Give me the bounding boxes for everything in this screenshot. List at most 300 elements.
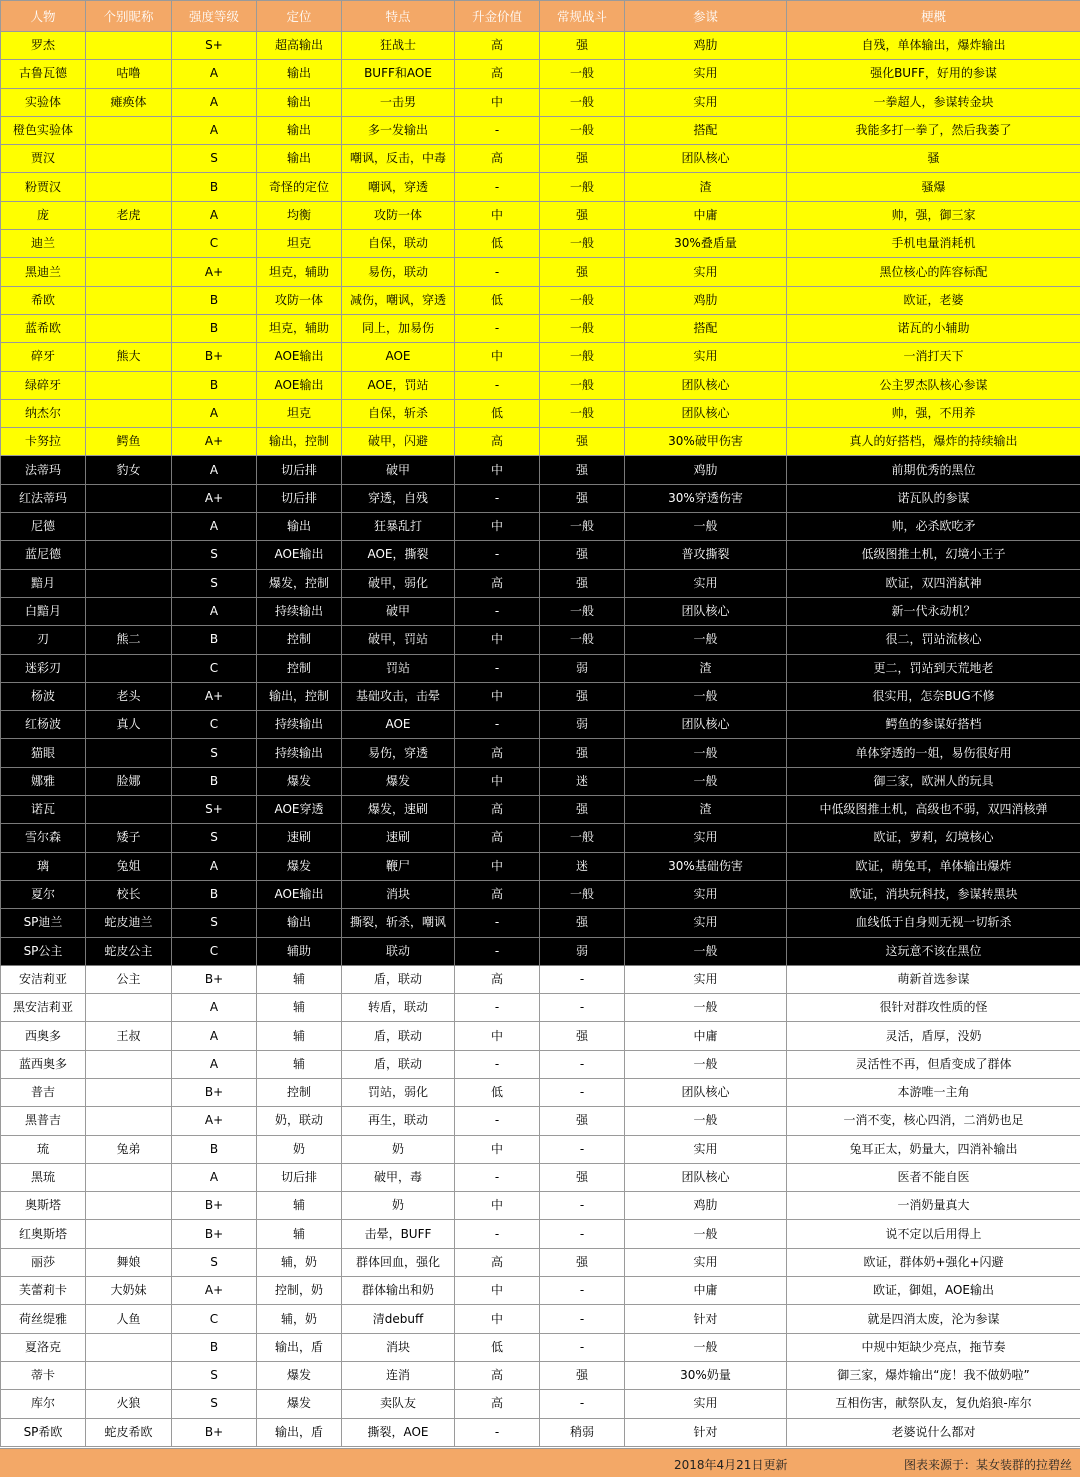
cell-normal-battle: -	[540, 1192, 625, 1220]
cell-traits: 卖队友	[342, 1390, 455, 1418]
cell-normal-battle: -	[540, 1050, 625, 1078]
cell-tier: A	[172, 88, 257, 116]
cell-character-name: 粉贾汉	[1, 173, 86, 201]
cell-summary: 中规中矩缺少亮点，拖节奏	[787, 1333, 1080, 1361]
cell-normal-battle: 强	[540, 484, 625, 512]
cell-upgrade-value: 高	[455, 796, 540, 824]
cell-tier: A+	[172, 428, 257, 456]
table-row	[1, 116, 1080, 144]
table-row	[1, 852, 1080, 880]
cell-role: 辅	[257, 994, 342, 1022]
cell-character-name: 黑琉	[1, 1163, 86, 1191]
cell-tier: S	[172, 1361, 257, 1389]
cell-summary: 帅，强，不用养	[787, 399, 1080, 427]
cell-tier: A+	[172, 682, 257, 710]
cell-nickname: 脸娜	[86, 767, 172, 795]
cell-nickname	[86, 314, 172, 342]
cell-staff: 一般	[625, 1050, 787, 1078]
table-row	[1, 1192, 1080, 1220]
cell-role: 爆发	[257, 767, 342, 795]
cell-summary: 一消打天下	[787, 343, 1080, 371]
cell-upgrade-value: 低	[455, 1333, 540, 1361]
cell-traits: 群体输出和奶	[342, 1277, 455, 1305]
cell-traits: 击晕，BUFF	[342, 1220, 455, 1248]
cell-staff: 实用	[625, 880, 787, 908]
cell-normal-battle: 一般	[540, 513, 625, 541]
cell-tier: A	[172, 60, 257, 88]
cell-character-name: 雪尔森	[1, 824, 86, 852]
cell-normal-battle: 一般	[540, 116, 625, 144]
cell-traits: 爆发	[342, 767, 455, 795]
cell-role: AOE穿透	[257, 796, 342, 824]
cell-nickname: 鳄鱼	[86, 428, 172, 456]
cell-traits: AOE	[342, 343, 455, 371]
cell-role: 持续输出	[257, 711, 342, 739]
cell-normal-battle: 强	[540, 456, 625, 484]
cell-staff: 30%穿透伤害	[625, 484, 787, 512]
table-row	[1, 399, 1080, 427]
cell-tier: B+	[172, 1418, 257, 1446]
header-staff: 参谋	[625, 1, 787, 32]
header-nickname: 个别昵称	[86, 1, 172, 32]
cell-staff: 30%破甲伤害	[625, 428, 787, 456]
cell-staff: 一般	[625, 626, 787, 654]
cell-nickname	[86, 739, 172, 767]
table-row	[1, 1305, 1080, 1333]
cell-role: 控制，奶	[257, 1277, 342, 1305]
cell-summary: 灵活，盾厚，没奶	[787, 1022, 1080, 1050]
cell-tier: B	[172, 626, 257, 654]
cell-staff: 一般	[625, 739, 787, 767]
cell-upgrade-value: 高	[455, 824, 540, 852]
table-row	[1, 314, 1080, 342]
cell-role: 输出，盾	[257, 1333, 342, 1361]
cell-staff: 鸡肋	[625, 32, 787, 60]
cell-nickname: 熊大	[86, 343, 172, 371]
cell-upgrade-value: -	[455, 116, 540, 144]
cell-character-name: 普吉	[1, 1078, 86, 1106]
cell-tier: A	[172, 1050, 257, 1078]
cell-normal-battle: -	[540, 965, 625, 993]
table-row	[1, 880, 1080, 908]
cell-tier: S	[172, 541, 257, 569]
cell-role: 输出	[257, 513, 342, 541]
cell-traits: 狂战士	[342, 32, 455, 60]
cell-nickname	[86, 994, 172, 1022]
cell-character-name: 黑普吉	[1, 1107, 86, 1135]
cell-normal-battle: 强	[540, 145, 625, 173]
cell-staff: 中庸	[625, 201, 787, 229]
table-row	[1, 597, 1080, 625]
cell-traits: 多一发输出	[342, 116, 455, 144]
cell-traits: 一击男	[342, 88, 455, 116]
cell-traits: 盾，联动	[342, 1022, 455, 1050]
cell-tier: S	[172, 739, 257, 767]
cell-tier: A+	[172, 1277, 257, 1305]
cell-nickname: 豹女	[86, 456, 172, 484]
cell-role: 输出	[257, 116, 342, 144]
cell-upgrade-value: 高	[455, 880, 540, 908]
cell-tier: A+	[172, 1107, 257, 1135]
cell-upgrade-value: 中	[455, 1305, 540, 1333]
cell-normal-battle: 强	[540, 541, 625, 569]
cell-traits: 狂暴乱打	[342, 513, 455, 541]
cell-role: AOE输出	[257, 343, 342, 371]
cell-character-name: 蓝尼德	[1, 541, 86, 569]
cell-summary: 互相伤害，献祭队友，复仇焰狼-库尔	[787, 1390, 1080, 1418]
cell-staff: 团队核心	[625, 1078, 787, 1106]
table-row	[1, 796, 1080, 824]
table-row	[1, 456, 1080, 484]
cell-nickname: 矮子	[86, 824, 172, 852]
cell-staff: 中庸	[625, 1022, 787, 1050]
cell-tier: A	[172, 994, 257, 1022]
cell-upgrade-value: -	[455, 994, 540, 1022]
cell-nickname	[86, 1361, 172, 1389]
cell-summary: 帅，必杀欧吃矛	[787, 513, 1080, 541]
cell-summary: 中低级图推土机，高级也不弱，双四消核弹	[787, 796, 1080, 824]
cell-character-name: SP希欧	[1, 1418, 86, 1446]
cell-staff: 团队核心	[625, 597, 787, 625]
cell-upgrade-value: 高	[455, 428, 540, 456]
cell-upgrade-value: 高	[455, 739, 540, 767]
cell-nickname: 蛇皮希欧	[86, 1418, 172, 1446]
cell-character-name: 黑迪兰	[1, 258, 86, 286]
cell-staff: 团队核心	[625, 711, 787, 739]
cell-tier: S	[172, 569, 257, 597]
cell-normal-battle: 一般	[540, 173, 625, 201]
cell-traits: 破甲，罚站	[342, 626, 455, 654]
cell-character-name: 杨波	[1, 682, 86, 710]
cell-staff: 30%叠盾量	[625, 230, 787, 258]
cell-role: 输出，控制	[257, 428, 342, 456]
cell-character-name: 丽莎	[1, 1248, 86, 1276]
cell-tier: S	[172, 909, 257, 937]
table-row	[1, 541, 1080, 569]
cell-tier: B	[172, 1135, 257, 1163]
cell-staff: 一般	[625, 1220, 787, 1248]
cell-nickname	[86, 286, 172, 314]
cell-traits: 撕裂，斩杀，嘲讽	[342, 909, 455, 937]
cell-role: 输出	[257, 88, 342, 116]
table-row	[1, 1135, 1080, 1163]
cell-traits: AOE，撕裂	[342, 541, 455, 569]
cell-summary: 一消不变，核心四消，二消奶也足	[787, 1107, 1080, 1135]
cell-summary: 欧证，老婆	[787, 286, 1080, 314]
table-row	[1, 258, 1080, 286]
cell-upgrade-value: 高	[455, 965, 540, 993]
cell-traits: 爆发，速刷	[342, 796, 455, 824]
header-role: 定位	[257, 1, 342, 32]
cell-character-name: 卡努拉	[1, 428, 86, 456]
table-row	[1, 1361, 1080, 1389]
cell-character-name: 黑安洁莉亚	[1, 994, 86, 1022]
cell-character-name: 刃	[1, 626, 86, 654]
cell-normal-battle: -	[540, 994, 625, 1022]
cell-summary: 灵活性不再，但盾变成了群体	[787, 1050, 1080, 1078]
table-row	[1, 230, 1080, 258]
cell-normal-battle: 强	[540, 1022, 625, 1050]
cell-character-name: 尼德	[1, 513, 86, 541]
cell-tier: C	[172, 1305, 257, 1333]
cell-role: 输出	[257, 145, 342, 173]
cell-staff: 团队核心	[625, 399, 787, 427]
cell-role: 超高输出	[257, 32, 342, 60]
cell-upgrade-value: -	[455, 597, 540, 625]
cell-character-name: SP迪兰	[1, 909, 86, 937]
cell-upgrade-value: -	[455, 1418, 540, 1446]
cell-normal-battle: 强	[540, 682, 625, 710]
cell-staff: 团队核心	[625, 1163, 787, 1191]
cell-tier: B+	[172, 1220, 257, 1248]
table-row	[1, 909, 1080, 937]
table-row	[1, 201, 1080, 229]
header-character: 人物	[1, 1, 86, 32]
cell-nickname: 瘫痪体	[86, 88, 172, 116]
cell-upgrade-value: 中	[455, 513, 540, 541]
table-row	[1, 286, 1080, 314]
cell-nickname	[86, 597, 172, 625]
cell-nickname: 大奶妹	[86, 1277, 172, 1305]
cell-normal-battle: 一般	[540, 880, 625, 908]
table-row	[1, 569, 1080, 597]
cell-normal-battle: 一般	[540, 88, 625, 116]
cell-role: 爆发，控制	[257, 569, 342, 597]
table-row	[1, 371, 1080, 399]
cell-tier: A	[172, 116, 257, 144]
cell-normal-battle: 迷	[540, 767, 625, 795]
cell-nickname: 兔弟	[86, 1135, 172, 1163]
cell-staff: 团队核心	[625, 371, 787, 399]
cell-traits: 破甲，闪避	[342, 428, 455, 456]
cell-upgrade-value: 中	[455, 852, 540, 880]
cell-tier: C	[172, 937, 257, 965]
cell-staff: 实用	[625, 569, 787, 597]
cell-role: 输出，盾	[257, 1418, 342, 1446]
cell-normal-battle: 一般	[540, 286, 625, 314]
cell-staff: 实用	[625, 824, 787, 852]
cell-upgrade-value: -	[455, 654, 540, 682]
cell-staff: 一般	[625, 937, 787, 965]
cell-nickname	[86, 1192, 172, 1220]
cell-upgrade-value: -	[455, 909, 540, 937]
cell-summary: 说不定以后用得上	[787, 1220, 1080, 1248]
cell-tier: B+	[172, 343, 257, 371]
cell-summary: 低级图推土机，幻境小王子	[787, 541, 1080, 569]
cell-normal-battle: -	[540, 1135, 625, 1163]
cell-traits: 罚站	[342, 654, 455, 682]
cell-summary: 手机电量消耗机	[787, 230, 1080, 258]
cell-summary: 前期优秀的黑位	[787, 456, 1080, 484]
cell-nickname	[86, 513, 172, 541]
cell-traits: 自保，斩杀	[342, 399, 455, 427]
cell-traits: 同上，加易伤	[342, 314, 455, 342]
cell-summary: 单体穿透的一姐，易伤很好用	[787, 739, 1080, 767]
cell-role: 控制	[257, 626, 342, 654]
cell-upgrade-value: -	[455, 1163, 540, 1191]
cell-traits: 易伤，穿透	[342, 739, 455, 767]
cell-character-name: 碎牙	[1, 343, 86, 371]
cell-role: 持续输出	[257, 597, 342, 625]
table-row	[1, 1220, 1080, 1248]
cell-character-name: 琉	[1, 1135, 86, 1163]
cell-traits: 再生，联动	[342, 1107, 455, 1135]
cell-tier: S	[172, 1390, 257, 1418]
cell-upgrade-value: 高	[455, 1248, 540, 1276]
cell-summary: 御三家，爆炸输出“庞！我不做奶啦”	[787, 1361, 1080, 1389]
cell-upgrade-value: -	[455, 1050, 540, 1078]
cell-tier: C	[172, 230, 257, 258]
table-row	[1, 428, 1080, 456]
cell-role: 坦克	[257, 230, 342, 258]
cell-tier: S+	[172, 32, 257, 60]
cell-staff: 渣	[625, 654, 787, 682]
cell-staff: 实用	[625, 60, 787, 88]
cell-summary: 真人的好搭档，爆炸的持续输出	[787, 428, 1080, 456]
header-traits: 特点	[342, 1, 455, 32]
cell-role: 坦克，辅助	[257, 258, 342, 286]
cell-normal-battle: 弱	[540, 711, 625, 739]
cell-upgrade-value: 低	[455, 230, 540, 258]
cell-summary: 欧证，萌兔耳，单体输出爆炸	[787, 852, 1080, 880]
cell-nickname: 老头	[86, 682, 172, 710]
table-row	[1, 1248, 1080, 1276]
cell-character-name: SP公主	[1, 937, 86, 965]
cell-character-name: 橙色实验体	[1, 116, 86, 144]
cell-tier: S	[172, 824, 257, 852]
cell-traits: 连消	[342, 1361, 455, 1389]
cell-traits: 罚站，弱化	[342, 1078, 455, 1106]
cell-character-name: 迷彩刃	[1, 654, 86, 682]
table-body	[1, 32, 1080, 1447]
cell-upgrade-value: -	[455, 314, 540, 342]
cell-nickname	[86, 399, 172, 427]
cell-character-name: 蒂卡	[1, 1361, 86, 1389]
cell-summary: 欧证，御姐，AOE输出	[787, 1277, 1080, 1305]
cell-staff: 针对	[625, 1418, 787, 1446]
cell-normal-battle: 强	[540, 1248, 625, 1276]
header-summary: 梗概	[787, 1, 1080, 32]
cell-summary: 欧证，双四消弑神	[787, 569, 1080, 597]
table-row	[1, 767, 1080, 795]
cell-role: 持续输出	[257, 739, 342, 767]
cell-tier: B	[172, 371, 257, 399]
cell-nickname	[86, 258, 172, 286]
cell-nickname: 兔姐	[86, 852, 172, 880]
cell-traits: 破甲	[342, 597, 455, 625]
cell-role: AOE输出	[257, 541, 342, 569]
cell-upgrade-value: -	[455, 541, 540, 569]
cell-traits: 群体回血，强化	[342, 1248, 455, 1276]
cell-staff: 实用	[625, 88, 787, 116]
cell-character-name: 荷丝缇雅	[1, 1305, 86, 1333]
cell-tier: A	[172, 852, 257, 880]
cell-nickname	[86, 1078, 172, 1106]
table-row	[1, 824, 1080, 852]
cell-character-name: 奥斯塔	[1, 1192, 86, 1220]
cell-summary: 公主罗杰队核心参谋	[787, 371, 1080, 399]
cell-character-name: 西奥多	[1, 1022, 86, 1050]
cell-normal-battle: 弱	[540, 654, 625, 682]
cell-nickname	[86, 371, 172, 399]
cell-summary: 欧证，群体奶+强化+闪避	[787, 1248, 1080, 1276]
cell-role: 辅	[257, 1192, 342, 1220]
table-row	[1, 343, 1080, 371]
table-row	[1, 1078, 1080, 1106]
cell-role: 控制	[257, 1078, 342, 1106]
table-row	[1, 60, 1080, 88]
cell-normal-battle: -	[540, 1390, 625, 1418]
table-row	[1, 739, 1080, 767]
cell-character-name: 夏洛克	[1, 1333, 86, 1361]
cell-upgrade-value: 高	[455, 1361, 540, 1389]
cell-upgrade-value: 低	[455, 1078, 540, 1106]
table-row	[1, 682, 1080, 710]
cell-tier: B	[172, 173, 257, 201]
cell-upgrade-value: 高	[455, 32, 540, 60]
cell-character-name: 纳杰尔	[1, 399, 86, 427]
cell-upgrade-value: 高	[455, 145, 540, 173]
cell-tier: A	[172, 1163, 257, 1191]
cell-traits: 清debuff	[342, 1305, 455, 1333]
cell-role: 切后排	[257, 1163, 342, 1191]
cell-staff: 一般	[625, 513, 787, 541]
cell-role: 切后排	[257, 484, 342, 512]
cell-traits: 破甲	[342, 456, 455, 484]
cell-staff: 中庸	[625, 1277, 787, 1305]
cell-character-name: 实验体	[1, 88, 86, 116]
cell-tier: A	[172, 597, 257, 625]
cell-nickname	[86, 1220, 172, 1248]
cell-normal-battle: 一般	[540, 314, 625, 342]
cell-upgrade-value: 中	[455, 1277, 540, 1305]
cell-normal-battle: 稍弱	[540, 1418, 625, 1446]
cell-nickname	[86, 173, 172, 201]
cell-character-name: 蓝西奥多	[1, 1050, 86, 1078]
table-row	[1, 1418, 1080, 1446]
cell-character-name: 白黯月	[1, 597, 86, 625]
cell-summary: 更二，罚站到天荒地老	[787, 654, 1080, 682]
cell-role: 爆发	[257, 852, 342, 880]
table-row	[1, 1022, 1080, 1050]
cell-staff: 30%奶量	[625, 1361, 787, 1389]
cell-normal-battle: 一般	[540, 399, 625, 427]
cell-upgrade-value: -	[455, 1220, 540, 1248]
cell-tier: S	[172, 145, 257, 173]
cell-traits: 鞭尸	[342, 852, 455, 880]
cell-traits: BUFF和AOE	[342, 60, 455, 88]
cell-summary: 新一代永动机？	[787, 597, 1080, 625]
cell-character-name: 法蒂玛	[1, 456, 86, 484]
cell-traits: 穿透，自残	[342, 484, 455, 512]
cell-upgrade-value: 中	[455, 626, 540, 654]
cell-nickname	[86, 796, 172, 824]
cell-role: 坦克，辅助	[257, 314, 342, 342]
cell-summary: 诺瓦的小辅助	[787, 314, 1080, 342]
cell-nickname: 舞娘	[86, 1248, 172, 1276]
cell-summary: 御三家，欧洲人的玩具	[787, 767, 1080, 795]
cell-summary: 欧证，消块玩科技，参谋转黑块	[787, 880, 1080, 908]
cell-summary: 一消奶量真大	[787, 1192, 1080, 1220]
cell-character-name: 夏尔	[1, 880, 86, 908]
cell-staff: 实用	[625, 1390, 787, 1418]
cell-role: 爆发	[257, 1390, 342, 1418]
cell-normal-battle: -	[540, 1305, 625, 1333]
cell-tier: B+	[172, 1192, 257, 1220]
cell-traits: AOE，罚站	[342, 371, 455, 399]
cell-normal-battle: 迷	[540, 852, 625, 880]
cell-tier: B+	[172, 965, 257, 993]
